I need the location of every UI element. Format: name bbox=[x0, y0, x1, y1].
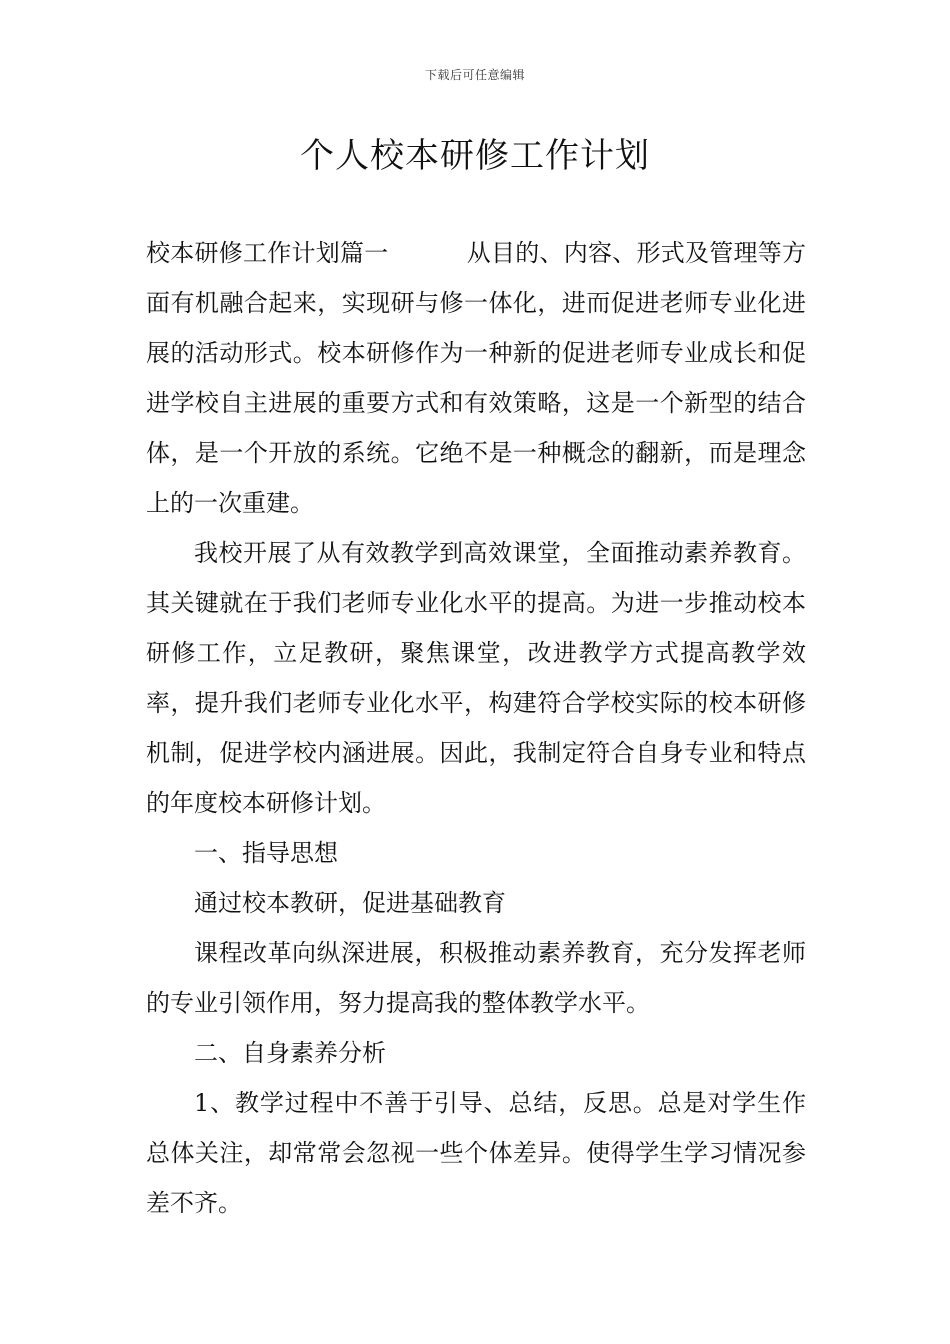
intro-label: 校本研修工作计划篇一 bbox=[146, 239, 389, 267]
intro-text: 从目的、内容、形式及管理等方面有机融合起来，实现研与修一体化，进而促进老师专业化进展的活动形式。校本研修作为一种新的促进老师专业成长和促进学校自主进展的重要方式和有效策略，这是一个新型的结合体，是一个开放的系统。它绝不是一种概念的翻新，而是理念上的一次重建。 bbox=[146, 239, 806, 517]
header-note: 下载后可任意编辑 bbox=[424, 68, 525, 82]
body-paragraph: 通过校本教研，促进基础教育 bbox=[194, 889, 506, 917]
section-heading-self-analysis: 二、自身素养分析 bbox=[194, 1039, 386, 1067]
body-paragraph: 课程改革向纵深进展，积极推动素养教育，充分发挥老师的专业引领作用，努力提高我的整体教学水平。 bbox=[146, 939, 806, 1017]
document-body bbox=[146, 228, 806, 1228]
intro-paragraph bbox=[146, 228, 806, 528]
body-paragraph: 1、教学过程中不善于引导、总结，反思。总是对学生作总体关注，却常常会忽视一些个体差异。使得学生学习情况参差不齐。 bbox=[146, 1089, 806, 1217]
document-title: 个人校本研修工作计划 bbox=[300, 136, 650, 176]
body-paragraph: 我校开展了从有效教学到高效课堂，全面推动素养教育。其关键就在于我们老师专业化水平的提高。为进一步推动校本研修工作，立足教研，聚焦课堂，改进教学方式提高教学效率，提升我们老师专业化水平，构建符合学校实际的校本研修机制，促进学校内涵进展。因此，我制定符合自身专业和特点的年度校本研修计划。 bbox=[146, 539, 806, 817]
section-heading-guiding-thought: 一、指导思想 bbox=[194, 839, 338, 867]
